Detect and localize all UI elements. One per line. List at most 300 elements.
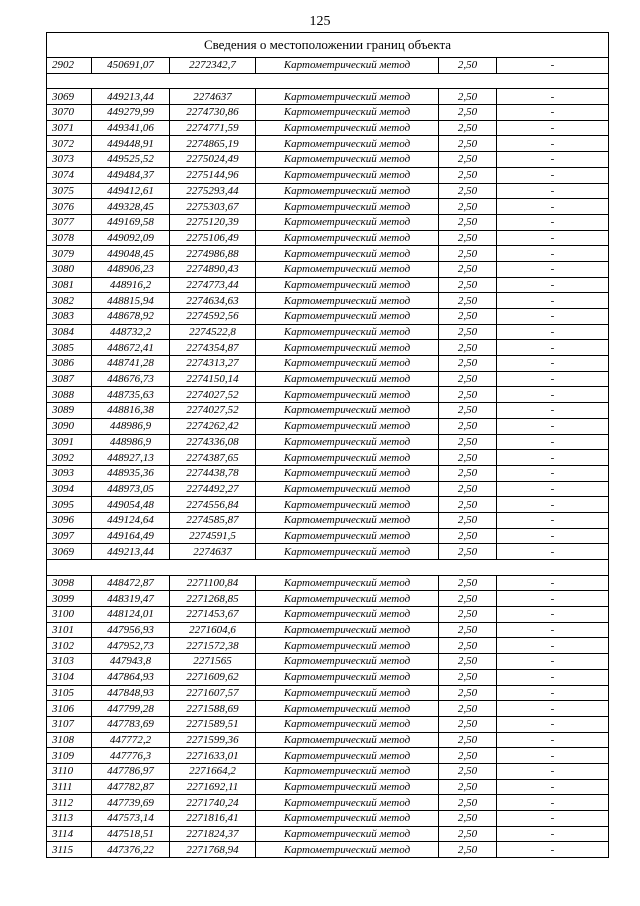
method-cell: Картометрический метод	[256, 387, 439, 403]
precision-cell: 2,50	[439, 199, 497, 215]
point-number-cell: 3083	[47, 309, 92, 325]
y-coordinate-cell: 2274336,08	[170, 434, 256, 450]
precision-cell: 2,50	[439, 748, 497, 764]
precision-cell: 2,50	[439, 811, 497, 827]
method-cell: Картометрический метод	[256, 356, 439, 372]
description-cell: -	[497, 512, 609, 528]
precision-cell: 2,50	[439, 324, 497, 340]
precision-cell: 2,50	[439, 481, 497, 497]
precision-cell: 2,50	[439, 152, 497, 168]
precision-cell: 2,50	[439, 591, 497, 607]
point-number-cell: 3072	[47, 136, 92, 152]
method-cell: Картометрический метод	[256, 136, 439, 152]
separator-cell	[497, 73, 609, 89]
description-cell: -	[497, 403, 609, 419]
method-cell: Картометрический метод	[256, 120, 439, 136]
table-row	[47, 403, 609, 419]
table-title-row	[47, 33, 609, 58]
y-coordinate-cell: 2274387,65	[170, 450, 256, 466]
coordinates-table	[46, 32, 609, 858]
method-cell: Картометрический метод	[256, 575, 439, 591]
x-coordinate-cell: 447864,93	[92, 669, 170, 685]
y-coordinate-cell: 2274592,56	[170, 309, 256, 325]
precision-cell: 2,50	[439, 434, 497, 450]
precision-cell: 2,50	[439, 779, 497, 795]
x-coordinate-cell: 448935,36	[92, 465, 170, 481]
x-coordinate-cell: 447518,51	[92, 826, 170, 842]
method-cell: Картометрический метод	[256, 214, 439, 230]
point-number-cell: 2902	[47, 58, 92, 74]
y-coordinate-cell: 2275303,67	[170, 199, 256, 215]
precision-cell: 2,50	[439, 497, 497, 513]
description-cell: -	[497, 795, 609, 811]
y-coordinate-cell: 2274591,5	[170, 528, 256, 544]
separator-cell	[47, 560, 92, 576]
description-cell: -	[497, 575, 609, 591]
description-cell: -	[497, 167, 609, 183]
point-number-cell: 3091	[47, 434, 92, 450]
precision-cell: 2,50	[439, 293, 497, 309]
precision-cell: 2,50	[439, 575, 497, 591]
x-coordinate-cell: 447783,69	[92, 716, 170, 732]
y-coordinate-cell: 2274313,27	[170, 356, 256, 372]
table-row	[47, 811, 609, 827]
separator-cell	[256, 560, 439, 576]
x-coordinate-cell: 449412,61	[92, 183, 170, 199]
y-coordinate-cell: 2271607,57	[170, 685, 256, 701]
point-number-cell: 3105	[47, 685, 92, 701]
point-number-cell: 3104	[47, 669, 92, 685]
table-row	[47, 450, 609, 466]
precision-cell: 2,50	[439, 528, 497, 544]
table-row	[47, 89, 609, 105]
description-cell: -	[497, 418, 609, 434]
method-cell: Картометрический метод	[256, 152, 439, 168]
x-coordinate-cell: 449164,49	[92, 528, 170, 544]
precision-cell: 2,50	[439, 340, 497, 356]
point-number-cell: 3071	[47, 120, 92, 136]
x-coordinate-cell: 448124,01	[92, 607, 170, 623]
x-coordinate-cell: 447952,73	[92, 638, 170, 654]
y-coordinate-cell: 2271604,6	[170, 622, 256, 638]
y-coordinate-cell: 2274634,63	[170, 293, 256, 309]
method-cell: Картометрический метод	[256, 324, 439, 340]
method-cell: Картометрический метод	[256, 779, 439, 795]
point-number-cell: 3096	[47, 512, 92, 528]
precision-cell: 2,50	[439, 356, 497, 372]
precision-cell: 2,50	[439, 418, 497, 434]
precision-cell: 2,50	[439, 403, 497, 419]
table-row	[47, 183, 609, 199]
description-cell: -	[497, 497, 609, 513]
x-coordinate-cell: 448672,41	[92, 340, 170, 356]
method-cell: Картометрический метод	[256, 293, 439, 309]
description-cell: -	[497, 763, 609, 779]
precision-cell: 2,50	[439, 842, 497, 858]
section-separator-row	[47, 560, 609, 576]
precision-cell: 2,50	[439, 795, 497, 811]
y-coordinate-cell: 2271100,84	[170, 575, 256, 591]
y-coordinate-cell: 2272342,7	[170, 58, 256, 74]
y-coordinate-cell: 2275144,96	[170, 167, 256, 183]
precision-cell: 2,50	[439, 826, 497, 842]
description-cell: -	[497, 277, 609, 293]
description-cell: -	[497, 434, 609, 450]
separator-cell	[170, 73, 256, 89]
x-coordinate-cell: 448916,2	[92, 277, 170, 293]
precision-cell: 2,50	[439, 654, 497, 670]
x-coordinate-cell: 447776,3	[92, 748, 170, 764]
x-coordinate-cell: 447573,14	[92, 811, 170, 827]
description-cell: -	[497, 58, 609, 74]
table-row	[47, 591, 609, 607]
table-row	[47, 293, 609, 309]
separator-cell	[92, 560, 170, 576]
page-number: 125	[309, 14, 331, 29]
precision-cell: 2,50	[439, 309, 497, 325]
table-row	[47, 136, 609, 152]
x-coordinate-cell: 449328,45	[92, 199, 170, 215]
precision-cell: 2,50	[439, 167, 497, 183]
description-cell: -	[497, 230, 609, 246]
table-row	[47, 230, 609, 246]
precision-cell: 2,50	[439, 701, 497, 717]
x-coordinate-cell: 448735,63	[92, 387, 170, 403]
table-row	[47, 622, 609, 638]
y-coordinate-cell: 2271824,37	[170, 826, 256, 842]
description-cell: -	[497, 654, 609, 670]
description-cell: -	[497, 356, 609, 372]
method-cell: Картометрический метод	[256, 371, 439, 387]
y-coordinate-cell: 2271664,2	[170, 763, 256, 779]
method-cell: Картометрический метод	[256, 89, 439, 105]
point-number-cell: 3093	[47, 465, 92, 481]
description-cell: -	[497, 481, 609, 497]
y-coordinate-cell: 2274027,52	[170, 403, 256, 419]
description-cell: -	[497, 89, 609, 105]
separator-cell	[439, 73, 497, 89]
description-cell: -	[497, 246, 609, 262]
method-cell: Картометрический метод	[256, 763, 439, 779]
x-coordinate-cell: 449124,64	[92, 512, 170, 528]
description-cell: -	[497, 701, 609, 717]
method-cell: Картометрический метод	[256, 528, 439, 544]
table-row	[47, 685, 609, 701]
point-number-cell: 3097	[47, 528, 92, 544]
description-cell: -	[497, 120, 609, 136]
precision-cell: 2,50	[439, 669, 497, 685]
point-number-cell: 3114	[47, 826, 92, 842]
point-number-cell: 3073	[47, 152, 92, 168]
description-cell: -	[497, 716, 609, 732]
x-coordinate-cell: 449279,99	[92, 105, 170, 121]
y-coordinate-cell: 2271565	[170, 654, 256, 670]
table-row	[47, 465, 609, 481]
table-row	[47, 58, 609, 74]
x-coordinate-cell: 448973,05	[92, 481, 170, 497]
x-coordinate-cell: 449484,37	[92, 167, 170, 183]
y-coordinate-cell: 2274150,14	[170, 371, 256, 387]
method-cell: Картометрический метод	[256, 183, 439, 199]
point-number-cell: 3107	[47, 716, 92, 732]
point-number-cell: 3098	[47, 575, 92, 591]
y-coordinate-cell: 2274730,86	[170, 105, 256, 121]
table-row	[47, 748, 609, 764]
method-cell: Картометрический метод	[256, 607, 439, 623]
description-cell: -	[497, 199, 609, 215]
table-row	[47, 763, 609, 779]
precision-cell: 2,50	[439, 544, 497, 560]
separator-cell	[497, 560, 609, 576]
table-row	[47, 246, 609, 262]
table-row	[47, 669, 609, 685]
method-cell: Картометрический метод	[256, 685, 439, 701]
method-cell: Картометрический метод	[256, 450, 439, 466]
x-coordinate-cell: 448927,13	[92, 450, 170, 466]
method-cell: Картометрический метод	[256, 340, 439, 356]
x-coordinate-cell: 448815,94	[92, 293, 170, 309]
description-cell: -	[497, 136, 609, 152]
method-cell: Картометрический метод	[256, 309, 439, 325]
description-cell: -	[497, 183, 609, 199]
table-row	[47, 340, 609, 356]
y-coordinate-cell: 2271599,36	[170, 732, 256, 748]
point-number-cell: 3111	[47, 779, 92, 795]
precision-cell: 2,50	[439, 214, 497, 230]
point-number-cell: 3095	[47, 497, 92, 513]
separator-cell	[256, 73, 439, 89]
x-coordinate-cell: 448906,23	[92, 261, 170, 277]
y-coordinate-cell: 2271572,38	[170, 638, 256, 654]
table-row	[47, 544, 609, 560]
y-coordinate-cell: 2274637	[170, 544, 256, 560]
point-number-cell: 3092	[47, 450, 92, 466]
x-coordinate-cell: 447376,22	[92, 842, 170, 858]
description-cell: -	[497, 826, 609, 842]
point-number-cell: 3106	[47, 701, 92, 717]
y-coordinate-cell: 2274585,87	[170, 512, 256, 528]
description-cell: -	[497, 528, 609, 544]
y-coordinate-cell: 2275120,39	[170, 214, 256, 230]
precision-cell: 2,50	[439, 450, 497, 466]
precision-cell: 2,50	[439, 58, 497, 74]
description-cell: -	[497, 732, 609, 748]
y-coordinate-cell: 2274865,19	[170, 136, 256, 152]
description-cell: -	[497, 591, 609, 607]
description-cell: -	[497, 309, 609, 325]
y-coordinate-cell: 2274027,52	[170, 387, 256, 403]
point-number-cell: 3086	[47, 356, 92, 372]
x-coordinate-cell: 449213,44	[92, 544, 170, 560]
y-coordinate-cell: 2271740,24	[170, 795, 256, 811]
method-cell: Картометрический метод	[256, 481, 439, 497]
point-number-cell: 3069	[47, 89, 92, 105]
x-coordinate-cell: 449054,48	[92, 497, 170, 513]
method-cell: Картометрический метод	[256, 716, 439, 732]
point-number-cell: 3077	[47, 214, 92, 230]
table-row	[47, 795, 609, 811]
point-number-cell: 3085	[47, 340, 92, 356]
method-cell: Картометрический метод	[256, 434, 439, 450]
description-cell: -	[497, 544, 609, 560]
point-number-cell: 3089	[47, 403, 92, 419]
table-row	[47, 434, 609, 450]
y-coordinate-cell: 2274771,59	[170, 120, 256, 136]
table-row	[47, 324, 609, 340]
method-cell: Картометрический метод	[256, 230, 439, 246]
point-number-cell: 3090	[47, 418, 92, 434]
precision-cell: 2,50	[439, 120, 497, 136]
x-coordinate-cell: 448741,28	[92, 356, 170, 372]
x-coordinate-cell: 448986,9	[92, 418, 170, 434]
point-number-cell: 3102	[47, 638, 92, 654]
x-coordinate-cell: 449525,52	[92, 152, 170, 168]
point-number-cell: 3075	[47, 183, 92, 199]
y-coordinate-cell: 2274986,88	[170, 246, 256, 262]
x-coordinate-cell: 447956,93	[92, 622, 170, 638]
precision-cell: 2,50	[439, 716, 497, 732]
table-row	[47, 842, 609, 858]
table-row	[47, 779, 609, 795]
table-row	[47, 607, 609, 623]
table-row	[47, 105, 609, 121]
description-cell: -	[497, 607, 609, 623]
description-cell: -	[497, 748, 609, 764]
x-coordinate-cell: 448816,38	[92, 403, 170, 419]
method-cell: Картометрический метод	[256, 826, 439, 842]
point-number-cell: 3069	[47, 544, 92, 560]
method-cell: Картометрический метод	[256, 403, 439, 419]
table-row	[47, 152, 609, 168]
table-row	[47, 481, 609, 497]
y-coordinate-cell: 2274556,84	[170, 497, 256, 513]
precision-cell: 2,50	[439, 89, 497, 105]
precision-cell: 2,50	[439, 277, 497, 293]
table-row	[47, 701, 609, 717]
description-cell: -	[497, 340, 609, 356]
x-coordinate-cell: 448678,92	[92, 309, 170, 325]
description-cell: -	[497, 371, 609, 387]
description-cell: -	[497, 638, 609, 654]
table-row	[47, 497, 609, 513]
x-coordinate-cell: 450691,07	[92, 58, 170, 74]
table-row	[47, 261, 609, 277]
method-cell: Картометрический метод	[256, 418, 439, 434]
coordinates-table-frame	[46, 32, 608, 858]
x-coordinate-cell: 447782,87	[92, 779, 170, 795]
method-cell: Картометрический метод	[256, 591, 439, 607]
y-coordinate-cell: 2274354,87	[170, 340, 256, 356]
description-cell: -	[497, 622, 609, 638]
x-coordinate-cell: 448472,87	[92, 575, 170, 591]
y-coordinate-cell: 2275024,49	[170, 152, 256, 168]
table-row	[47, 214, 609, 230]
x-coordinate-cell: 449169,58	[92, 214, 170, 230]
method-cell: Картометрический метод	[256, 261, 439, 277]
y-coordinate-cell: 2274262,42	[170, 418, 256, 434]
point-number-cell: 3115	[47, 842, 92, 858]
precision-cell: 2,50	[439, 685, 497, 701]
description-cell: -	[497, 669, 609, 685]
precision-cell: 2,50	[439, 732, 497, 748]
x-coordinate-cell: 448986,9	[92, 434, 170, 450]
point-number-cell: 3109	[47, 748, 92, 764]
x-coordinate-cell: 448319,47	[92, 591, 170, 607]
point-number-cell: 3084	[47, 324, 92, 340]
description-cell: -	[497, 105, 609, 121]
table-title: Сведения о местоположении границ объекта	[47, 33, 609, 58]
table-row	[47, 528, 609, 544]
method-cell: Картометрический метод	[256, 199, 439, 215]
x-coordinate-cell: 449048,45	[92, 246, 170, 262]
table-row	[47, 638, 609, 654]
description-cell: -	[497, 450, 609, 466]
table-row	[47, 575, 609, 591]
table-row	[47, 418, 609, 434]
method-cell: Картометрический метод	[256, 105, 439, 121]
method-cell: Картометрический метод	[256, 842, 439, 858]
description-cell: -	[497, 842, 609, 858]
table-row	[47, 309, 609, 325]
point-number-cell: 3113	[47, 811, 92, 827]
y-coordinate-cell: 2271816,41	[170, 811, 256, 827]
point-number-cell: 3100	[47, 607, 92, 623]
precision-cell: 2,50	[439, 638, 497, 654]
method-cell: Картометрический метод	[256, 638, 439, 654]
method-cell: Картометрический метод	[256, 544, 439, 560]
precision-cell: 2,50	[439, 371, 497, 387]
description-cell: -	[497, 152, 609, 168]
x-coordinate-cell: 448676,73	[92, 371, 170, 387]
method-cell: Картометрический метод	[256, 167, 439, 183]
description-cell: -	[497, 387, 609, 403]
y-coordinate-cell: 2271768,94	[170, 842, 256, 858]
description-cell: -	[497, 214, 609, 230]
y-coordinate-cell: 2275106,49	[170, 230, 256, 246]
point-number-cell: 3082	[47, 293, 92, 309]
table-row	[47, 716, 609, 732]
method-cell: Картометрический метод	[256, 811, 439, 827]
precision-cell: 2,50	[439, 465, 497, 481]
precision-cell: 2,50	[439, 763, 497, 779]
x-coordinate-cell: 447772,2	[92, 732, 170, 748]
y-coordinate-cell: 2271692,11	[170, 779, 256, 795]
precision-cell: 2,50	[439, 183, 497, 199]
y-coordinate-cell: 2274773,44	[170, 277, 256, 293]
y-coordinate-cell: 2271589,51	[170, 716, 256, 732]
point-number-cell: 3103	[47, 654, 92, 670]
method-cell: Картометрический метод	[256, 512, 439, 528]
method-cell: Картометрический метод	[256, 465, 439, 481]
precision-cell: 2,50	[439, 622, 497, 638]
y-coordinate-cell: 2274438,78	[170, 465, 256, 481]
table-row	[47, 387, 609, 403]
method-cell: Картометрический метод	[256, 669, 439, 685]
point-number-cell: 3070	[47, 105, 92, 121]
point-number-cell: 3080	[47, 261, 92, 277]
y-coordinate-cell: 2274522,8	[170, 324, 256, 340]
point-number-cell: 3101	[47, 622, 92, 638]
description-cell: -	[497, 261, 609, 277]
method-cell: Картометрический метод	[256, 732, 439, 748]
table-row	[47, 356, 609, 372]
precision-cell: 2,50	[439, 512, 497, 528]
y-coordinate-cell: 2274492,27	[170, 481, 256, 497]
x-coordinate-cell: 447799,28	[92, 701, 170, 717]
separator-cell	[439, 560, 497, 576]
description-cell: -	[497, 324, 609, 340]
description-cell: -	[497, 465, 609, 481]
